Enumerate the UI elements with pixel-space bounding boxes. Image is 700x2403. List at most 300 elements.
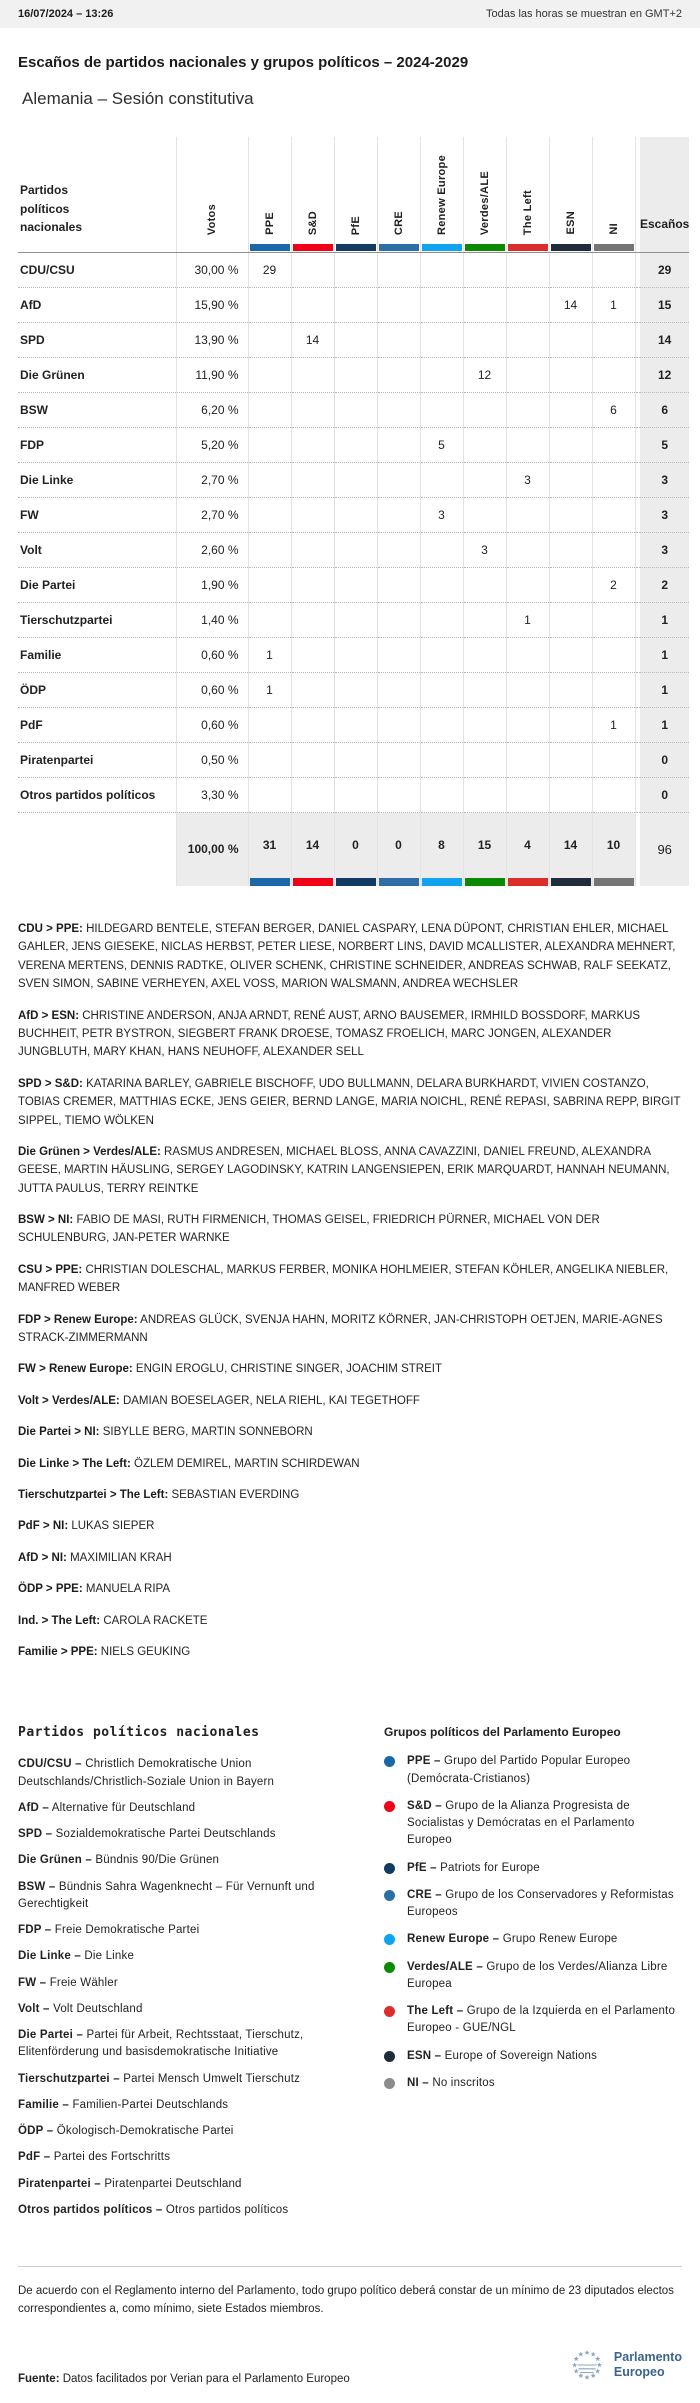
- group-seats-value: [506, 672, 549, 707]
- delegation-note: [18, 1143, 682, 1198]
- group-abbr: Renew Europe –: [407, 1933, 500, 1946]
- column-header-group: [291, 137, 334, 243]
- delegation-label: Tierschutzpartei > The Left:: [18, 1488, 169, 1501]
- party-legend-item: [18, 2202, 350, 2219]
- delegation-names: MANUELA RIPA: [85, 1583, 171, 1596]
- group-seats-value: [549, 322, 592, 357]
- party-full-name: Alternative für Deutschland: [51, 1801, 196, 1814]
- party-full-name: Freie Wähler: [49, 1976, 118, 1989]
- group-seats-value: [420, 777, 463, 812]
- party-full-name: Christlich Demokratische Union Deutschlands/Christlich-Soziale Union in Bayern: [18, 1758, 275, 1788]
- party-legend: [18, 1725, 350, 2228]
- group-label: PPE: [263, 212, 276, 235]
- rule-note: De acuerdo con el Reglamento interno del Parlamento, todo grupo político deberá constar de un mínimo de 23 diputados electos correspondientes a, como mínimo, siete Estados miembros.: [18, 2285, 674, 2315]
- group-seats-value: [291, 252, 334, 287]
- delegation-note: [18, 1360, 682, 1378]
- party-full-name: Partei des Fortschritts: [53, 2151, 171, 2164]
- party-abbr: PdF –: [18, 2151, 51, 2164]
- table-row: [18, 742, 689, 777]
- party-abbr: SPD –: [18, 1828, 53, 1841]
- stars-circle-icon: [568, 2345, 606, 2385]
- group-label: CRE: [392, 210, 405, 235]
- party-abbr: FDP –: [18, 1924, 52, 1937]
- party-name: Die Grünen: [18, 357, 176, 392]
- group-seats-value: [248, 497, 291, 532]
- table-cell: [377, 243, 420, 252]
- delegation-names: MAXIMILIAN KRAH: [70, 1551, 172, 1564]
- party-name: CDU/CSU: [20, 262, 75, 277]
- group-seats-value: [592, 532, 635, 567]
- party-name: ÖDP: [18, 672, 176, 707]
- group-seats-value: [248, 322, 291, 357]
- group-total-cell: [377, 812, 420, 886]
- party-full-name: Volt Deutschland: [53, 2002, 143, 2015]
- group-seats-value: 3: [420, 497, 463, 532]
- delegation-note: [18, 1612, 682, 1630]
- votes-value: 0,50 %: [176, 742, 248, 777]
- group-color-dot-icon: [384, 2006, 395, 2017]
- group-label: Renew Europe: [435, 154, 448, 235]
- group-legend-item: [384, 1860, 682, 1877]
- party-abbr: FW –: [18, 1976, 47, 1989]
- votes-value: 11,90 %: [176, 357, 248, 392]
- party-abbr: Die Partei –: [18, 2029, 84, 2042]
- votes-total: 100,00 %: [176, 812, 248, 886]
- delegation-label: Die Partei > NI:: [18, 1426, 100, 1439]
- party-name: AfD: [18, 287, 176, 322]
- group-seats-value: [334, 392, 377, 427]
- group-legend-item: [384, 2048, 682, 2065]
- table-row: [18, 462, 689, 497]
- group-color-dot-icon: [384, 1863, 395, 1874]
- group-color-bar: [293, 878, 333, 886]
- party-legend-item: [18, 1922, 350, 1939]
- group-seats-value: [420, 287, 463, 322]
- table-cell: [506, 243, 549, 252]
- group-seats-value: 6: [592, 392, 635, 427]
- group-color-bar: [336, 878, 376, 886]
- group-seats-value: [291, 637, 334, 672]
- group-color-dot-icon: [384, 1756, 395, 1767]
- party-full-name: Familien-Partei Deutschlands: [72, 2098, 229, 2111]
- group-seats-value: [506, 777, 549, 812]
- group-seats-value: [463, 637, 506, 672]
- delegation-note: [18, 920, 682, 994]
- group-seats-value: [377, 462, 420, 497]
- group-total-cell: [291, 812, 334, 886]
- group-seats-value: [377, 532, 420, 567]
- group-seats-value: [334, 252, 377, 287]
- table-row: [18, 602, 689, 637]
- group-total-value: 10: [606, 838, 621, 853]
- delegation-names: NIELS GEUKING: [100, 1645, 191, 1658]
- group-seats-value: [506, 637, 549, 672]
- group-seats-value: [334, 742, 377, 777]
- table-row: [18, 567, 689, 602]
- group-seats-value: [592, 322, 635, 357]
- group-legend-list: [384, 1753, 682, 2092]
- party-legend-item: [18, 2176, 350, 2193]
- delegation-names: HILDEGARD BENTELE, STEFAN BERGER, DANIEL CASPARY, LENA DÜPONT, CHRISTIAN EHLER, MICHAEL GAHLER, JENS GIESEKE, NICLAS HERBST, PETER LIESE, NORBERT LINS, DAVID MCALLISTER, ALEXANDRA MEHNERT, VERENA MERTENS, DENNIS RADTKE, OLIVER SCHENK, CHRISTINE SCHNEIDER, ANDREAS SCHWAB, RALF SEEKATZ, SVEN SIMON, SABINE VERHEYEN, AXEL VOSS, MARION WALSMANN, ANDREA WECHSLER: [18, 923, 676, 991]
- group-label: PfE: [349, 215, 362, 235]
- table-cell: [248, 243, 291, 252]
- group-legend-item: [384, 2075, 682, 2092]
- group-description: Patriots for Europe: [440, 1861, 540, 1874]
- group-seats-value: [420, 637, 463, 672]
- group-color-bar: [465, 244, 505, 251]
- group-total-value: 0: [395, 838, 402, 853]
- group-seats-value: [549, 742, 592, 777]
- seats-value: 1: [640, 672, 689, 707]
- group-seats-value: [334, 322, 377, 357]
- votes-value: 5,20 %: [176, 427, 248, 462]
- seats-table: [18, 137, 689, 886]
- delegation-note: [18, 1423, 682, 1441]
- group-seats-value: [549, 707, 592, 742]
- column-header-group: [248, 137, 291, 243]
- group-seats-value: [549, 497, 592, 532]
- group-total-value: 14: [305, 838, 320, 853]
- group-description: Grupo del Partido Popular Europeo (Demócrata-Cristianos): [407, 1755, 631, 1785]
- delegation-note: [18, 1517, 682, 1535]
- logo-text: Parlamento Europeo: [613, 2349, 682, 2379]
- group-color-dot-icon: [384, 2078, 395, 2089]
- table-row: [18, 532, 689, 567]
- group-seats-value: [420, 462, 463, 497]
- party-legend-item: [18, 1948, 350, 1965]
- group-description: Grupo Renew Europe: [502, 1933, 618, 1946]
- group-legend: [384, 1725, 682, 2228]
- group-seats-value: [334, 567, 377, 602]
- seats-value: 3: [640, 497, 689, 532]
- delegation-note: [18, 1311, 682, 1348]
- group-seats-value: [420, 742, 463, 777]
- delegation-label: FDP > Renew Europe:: [18, 1313, 138, 1326]
- group-seats-value: [592, 637, 635, 672]
- seats-value: 5: [640, 427, 689, 462]
- group-seats-value: [506, 567, 549, 602]
- group-seats-value: [549, 392, 592, 427]
- group-legend-heading: Grupos políticos del Parlamento Europeo: [384, 1725, 621, 1740]
- delegation-names: DAMIAN BOESELAGER, NELA RIEHL, KAI TEGETHOFF: [122, 1394, 420, 1407]
- party-full-name: Piratenpartei Deutschland: [104, 2177, 242, 2190]
- group-color-bar: [422, 244, 462, 251]
- column-header-seats-label: Escaños: [640, 217, 690, 232]
- table-row: [18, 637, 689, 672]
- group-seats-value: [420, 707, 463, 742]
- group-seats-value: [248, 532, 291, 567]
- group-total-cell: [334, 812, 377, 886]
- group-seats-value: [420, 532, 463, 567]
- seats-total: 96: [640, 812, 689, 886]
- group-description: Europe of Sovereign Nations: [444, 2049, 598, 2062]
- party-name: BSW: [18, 392, 176, 427]
- party-name: PdF: [18, 707, 176, 742]
- legend-section: [18, 1725, 682, 2228]
- group-seats-value: [248, 777, 291, 812]
- group-seats-value: 1: [506, 602, 549, 637]
- column-header-votes-label: Votos: [206, 203, 218, 235]
- group-color-bar: [594, 244, 634, 251]
- party-abbr: Die Linke –: [18, 1950, 81, 1963]
- group-seats-value: [248, 462, 291, 497]
- party-abbr: AfD –: [18, 1801, 50, 1814]
- group-total-cell: [463, 812, 506, 886]
- group-seats-value: [377, 707, 420, 742]
- delegation-names: LUKAS SIEPER: [71, 1520, 155, 1533]
- divider: [18, 2266, 682, 2267]
- group-seats-value: [248, 707, 291, 742]
- group-seats-value: [592, 427, 635, 462]
- party-legend-item: [18, 1826, 350, 1843]
- group-seats-value: 3: [463, 532, 506, 567]
- party-legend-heading: Partidos políticos nacionales: [18, 1725, 260, 1741]
- footer: [18, 2345, 682, 2385]
- delegation-note: [18, 1643, 682, 1661]
- group-seats-value: [291, 427, 334, 462]
- group-label: Verdes/ALE: [478, 170, 491, 235]
- group-seats-value: [334, 672, 377, 707]
- datetime-label: 16/07/2024 – 13:26: [18, 8, 114, 20]
- group-seats-value: [420, 322, 463, 357]
- group-abbr: PPE –: [407, 1755, 441, 1768]
- delegation-label: AfD > ESN:: [18, 1009, 80, 1022]
- table-row: [18, 777, 689, 812]
- group-seats-value: [334, 462, 377, 497]
- group-seats-value: [592, 497, 635, 532]
- seats-value: 1: [640, 637, 689, 672]
- delegation-label: BSW > NI:: [18, 1214, 74, 1227]
- group-seats-value: [291, 392, 334, 427]
- column-header-parties: [18, 137, 176, 243]
- group-seats-value: [506, 532, 549, 567]
- group-seats-value: [334, 287, 377, 322]
- group-label: The Left: [521, 189, 534, 235]
- table-cell: [176, 243, 248, 252]
- delegation-names: FABIO DE MASI, RUTH FIRMENICH, THOMAS GEISEL, FRIEDRICH PÜRNER, MICHAEL VON DER SCHULENBURG, JAN-PETER WARNKE: [18, 1214, 600, 1245]
- group-legend-item: [384, 1753, 682, 1788]
- group-seats-value: [506, 252, 549, 287]
- group-seats-value: [463, 462, 506, 497]
- group-seats-value: [248, 742, 291, 777]
- votes-value: 2,60 %: [176, 532, 248, 567]
- column-header-parties-label: Partidos políticos nacionales: [20, 183, 83, 235]
- delegation-label: FW > Renew Europe:: [18, 1363, 133, 1376]
- group-seats-value: [420, 672, 463, 707]
- group-seats-value: [291, 462, 334, 497]
- group-seats-value: [463, 672, 506, 707]
- group-abbr: NI –: [407, 2076, 429, 2089]
- group-seats-value: [420, 602, 463, 637]
- column-header-group: [377, 137, 420, 243]
- delegation-names: ENGIN EROGLU, CHRISTINE SINGER, JOACHIM STREIT: [135, 1363, 442, 1376]
- group-seats-value: [291, 532, 334, 567]
- delegation-names: SEBASTIAN EVERDING: [171, 1488, 300, 1501]
- group-seats-value: [248, 392, 291, 427]
- group-seats-value: [506, 742, 549, 777]
- delegation-names: ÖZLEM DEMIREL, MARTIN SCHIRDEWAN: [134, 1457, 360, 1470]
- party-name: Volt: [18, 532, 176, 567]
- group-seats-value: 1: [592, 707, 635, 742]
- group-total-value: 0: [352, 838, 359, 853]
- group-label: NI: [607, 223, 620, 235]
- group-label: S&D: [306, 210, 319, 235]
- party-full-name: Sozialdemokratische Partei Deutschlands: [55, 1828, 276, 1841]
- table-row: [18, 672, 689, 707]
- group-seats-value: [506, 497, 549, 532]
- delegation-label: Volt > Verdes/ALE:: [18, 1394, 120, 1407]
- delegation-label: Die Grünen > Verdes/ALE:: [18, 1145, 161, 1158]
- group-description: Grupo de los Conservadores y Reformistas Europeos: [407, 1888, 674, 1919]
- column-header-group: [420, 137, 463, 243]
- delegation-note: [18, 1211, 682, 1248]
- column-header-votes: [176, 137, 248, 243]
- group-legend-item: [384, 2003, 682, 2038]
- group-seats-value: [377, 777, 420, 812]
- table-cell: [291, 243, 334, 252]
- group-seats-value: [592, 357, 635, 392]
- votes-value: 0,60 %: [176, 637, 248, 672]
- delegation-names: KATARINA BARLEY, GABRIELE BISCHOFF, UDO BULLMANN, DELARA BURKHARDT, VIVIEN COSTANZO, TOBIAS CREMER, MATTHIAS ECKE, JENS GEIER, BERND LANGE, MARIA NOICHL, RENÉ REPASI, SABRINA REPP, BIRGIT SIPPEL, TIEMO WÖLKEN: [18, 1077, 681, 1127]
- party-full-name: Partei Mensch Umwelt Tierschutz: [123, 2072, 301, 2085]
- table-row: [18, 252, 689, 287]
- group-label: ESN: [564, 211, 577, 235]
- group-seats-value: [506, 322, 549, 357]
- delegation-note: [18, 1075, 682, 1130]
- group-total-cell: [420, 812, 463, 886]
- group-seats-value: [334, 497, 377, 532]
- delegation-names: CHRISTIAN DOLESCHAL, MARKUS FERBER, MONIKA HOHLMEIER, STEFAN KÖHLER, ANGELIKA NIEBLER, MANFRED WEBER: [18, 1263, 669, 1295]
- group-seats-value: 2: [592, 567, 635, 602]
- seats-value: 3: [640, 462, 689, 497]
- party-legend-list: [18, 1756, 350, 2219]
- delegation-note: [18, 1455, 682, 1473]
- party-abbr: Familie –: [18, 2098, 70, 2111]
- party-abbr: Otros partidos políticos –: [18, 2203, 163, 2216]
- group-seats-value: [463, 742, 506, 777]
- source-note: [18, 2373, 350, 2385]
- party-legend-item: [18, 1800, 350, 1817]
- group-seats-value: [549, 567, 592, 602]
- votes-value: 6,20 %: [176, 392, 248, 427]
- group-seats-value: [291, 567, 334, 602]
- party-legend-item: [18, 2149, 350, 2166]
- group-abbr: ESN –: [407, 2049, 442, 2062]
- group-seats-value: [549, 532, 592, 567]
- group-seats-value: [463, 287, 506, 322]
- delegation-label: Familie > PPE:: [18, 1645, 98, 1658]
- group-seats-value: [291, 357, 334, 392]
- party-name: Tierschutzpartei: [18, 602, 176, 637]
- group-seats-value: [463, 252, 506, 287]
- party-legend-item: [18, 1756, 350, 1791]
- group-seats-value: [420, 357, 463, 392]
- party-name: Die Linke: [18, 462, 176, 497]
- votes-value: 0,60 %: [176, 707, 248, 742]
- page-subtitle: Alemania – Sesión constitutiva: [22, 89, 254, 108]
- party-legend-item: [18, 1852, 350, 1869]
- party-full-name: Die Linke: [84, 1950, 135, 1963]
- table-cell: [640, 243, 689, 252]
- group-total-cell: [506, 812, 549, 886]
- group-color-bar: [508, 878, 548, 886]
- group-seats-value: [248, 427, 291, 462]
- group-legend-item: [384, 1798, 682, 1850]
- table-row: [18, 392, 689, 427]
- votes-value: 30,00 %: [176, 252, 248, 287]
- group-abbr: PfE –: [407, 1861, 437, 1874]
- group-seats-value: [463, 777, 506, 812]
- party-abbr: ÖDP –: [18, 2125, 54, 2138]
- table-row: [18, 427, 689, 462]
- party-legend-item: [18, 1975, 350, 1992]
- delegation-label: ÖDP > PPE:: [18, 1583, 83, 1596]
- group-seats-value: [420, 567, 463, 602]
- party-legend-item: [18, 1879, 350, 1914]
- meta-bar: [0, 0, 700, 28]
- group-color-bar: [508, 244, 548, 251]
- party-name: Otros partidos políticos: [18, 777, 176, 812]
- column-header-seats: [640, 137, 689, 243]
- seats-value: 6: [640, 392, 689, 427]
- group-seats-value: [463, 322, 506, 357]
- group-seats-value: [463, 602, 506, 637]
- table-cell: [592, 243, 635, 252]
- votes-value: 15,90 %: [176, 287, 248, 322]
- delegation-note: [18, 1549, 682, 1567]
- group-seats-value: [291, 287, 334, 322]
- group-seats-value: [592, 462, 635, 497]
- seats-value: 0: [640, 777, 689, 812]
- group-seats-value: [248, 287, 291, 322]
- delegation-label: Die Linke > The Left:: [18, 1457, 131, 1470]
- party-abbr: Volt –: [18, 2002, 50, 2015]
- party-full-name: Bündnis 90/Die Grünen: [95, 1854, 220, 1867]
- group-color-dot-icon: [384, 1962, 395, 1973]
- group-seats-value: [334, 637, 377, 672]
- group-total-cell: [248, 812, 291, 886]
- delegation-names: CHRISTINE ANDERSON, ANJA ARNDT, RENÉ AUST, ARNO BAUSEMER, IRMHILD BOSSDORF, MARKUS BUCHHEIT, PETR BYSTRON, SIEGBERT FRANK DROESE, TOMASZ FROELICH, MARC JONGEN, ALEXANDER JUNGBLUTH, MARY KHAN, HANS NEUHOFF, ALEXANDER SELL: [18, 1009, 641, 1059]
- seats-value: 14: [640, 322, 689, 357]
- group-abbr: Verdes/ALE –: [407, 1960, 483, 1973]
- group-seats-value: [377, 602, 420, 637]
- group-seats-value: [334, 602, 377, 637]
- group-seats-value: [549, 602, 592, 637]
- delegation-note: [18, 1007, 682, 1062]
- column-header-group: [463, 137, 506, 243]
- group-color-bar: [250, 244, 290, 251]
- table-row: [18, 357, 689, 392]
- group-color-bar: [551, 878, 591, 886]
- seats-value: 2: [640, 567, 689, 602]
- party-abbr: BSW –: [18, 1880, 56, 1893]
- votes-value: 2,70 %: [176, 462, 248, 497]
- party-abbr: Tierschutzpartei –: [18, 2072, 120, 2085]
- delegation-note: [18, 1261, 682, 1298]
- party-name: FDP: [18, 427, 176, 462]
- group-seats-value: 14: [549, 287, 592, 322]
- group-seats-value: [463, 392, 506, 427]
- delegation-names: RASMUS ANDRESEN, MICHAEL BLOSS, ANNA CAVAZZINI, DANIEL FREUND, ALEXANDRA GEESE, MARTIN HÄUSLING, SERGEY LAGODINSKY, KATRIN LANGENSIEPEN, ERIK MARQUARDT, HANNAH NEUMANN, JUTTA PAULUS, TERRY REINTKE: [18, 1145, 670, 1195]
- group-seats-value: [377, 567, 420, 602]
- party-name: Piratenpartei: [18, 742, 176, 777]
- group-total-value: 4: [524, 838, 531, 853]
- page-title: Escaños de partidos nacionales y grupos políticos – 2024-2029: [18, 54, 469, 71]
- group-color-bar-row: [18, 243, 689, 252]
- party-name: FW: [18, 497, 176, 532]
- group-seats-value: [334, 707, 377, 742]
- delegation-label: CSU > PPE:: [18, 1263, 83, 1276]
